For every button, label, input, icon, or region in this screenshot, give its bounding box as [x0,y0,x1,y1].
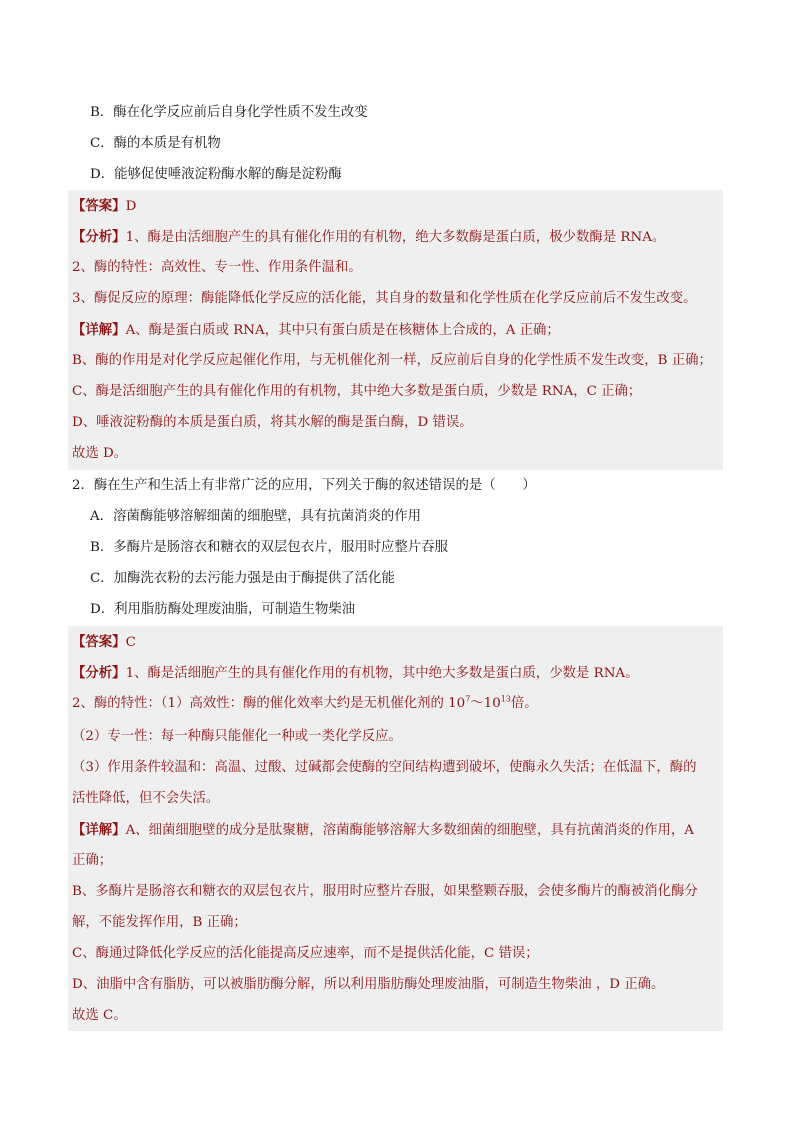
q2-detail-line-1: 【详解】A、细菌细胞壁的成分是肽聚糖，溶菌酶能够溶解大多数细菌的细胞壁，具有抗菌消炎的作用，A [72,822,694,838]
q1-answer [72,197,136,216]
q2-answer [72,633,136,652]
q1-analysis-line-1: 【分析】1、酶是由活细胞产生的具有催化作用的有机物，绝大多数酶是蛋白质，极少数酶是 RNA。 [72,229,666,245]
detail-tag: 【详解】 [72,822,126,838]
answer-tag: 【答案】 [72,198,126,214]
q2-option-c: C．加酶洗衣粉的去污能力强是由于酶提供了活化能 [90,571,395,586]
q2-analysis-line-4: （3）作用条件较温和：高温、过酸、过碱都会使酶的空间结构遭到破坏，使酶永久失活；在低温下，酶的 [72,760,697,775]
q2-analysis-line-2: 2、酶的特性：（1）高效性：酶的催化效率大约是无机催化剂的 $10^7\sim 10^{13}$倍。 [72,694,538,711]
q1-analysis-line-3: 3、酶促反应的原理：酶能降低化学反应的活化能，其自身的数量和化学性质在化学反应前后不发生改变。 [72,291,697,306]
q2-analysis-line-3: （2）专一性：每一种酶只能催化一种或一类化学反应。 [72,729,402,744]
q2-detail-line-4: 解，不能发挥作用，B 正确； [72,915,247,930]
q1-detail-line-3: C、酶是活细胞产生的具有催化作用的有机物，其中绝大多数是蛋白质，少数是 RNA，C 正确； [72,384,642,399]
answer-value: C [125,635,136,650]
detail-tag: 【详解】 [72,322,126,338]
q1-option-b: B．酶在化学反应前后自身化学性质不发生改变 [90,105,368,120]
q1-option-d: D．能够促使唾液淀粉酶水解的酶是淀粉酶 [90,167,342,182]
q2-analysis-line-5: 活性降低，但不会失活。 [72,791,220,806]
q2-option-d: D．利用脂肪酶处理废油脂，可制造生物柴油 [90,602,356,617]
q2-detail-line-5: C、酶通过降低化学反应的活化能提高反应速率，而不是提供活化能，C 错误； [72,946,539,961]
q2-analysis-line-1: 【分析】1、酶是活细胞产生的具有催化作用的有机物，其中绝大多数是蛋白质，少数是 RNA。 [72,665,639,681]
q1-detail-line-4: D、唾液淀粉酶的本质是蛋白质，将其水解的酶是蛋白酶，D 错误。 [72,415,473,430]
q1-option-c: C．酶的本质是有机物 [90,136,221,151]
q2-option-b: B．多酶片是肠溶衣和糖衣的双层包衣片，服用时应整片吞服 [90,540,448,555]
analysis-tag: 【分析】 [72,229,126,245]
q1-detail-line-1: 【详解】A、酶是蛋白质或 RNA，其中只有蛋白质是在核糖体上合成的，A 正确； [72,322,560,338]
answer-tag: 【答案】 [72,634,126,650]
q2-detail-line-7: 故选 C。 [72,1008,127,1023]
q2-detail-line-3: B、多酶片是肠溶衣和糖衣的双层包衣片，服用时应整片吞服，如果整颗吞服，会使多酶片的酶被消化酶分 [72,884,698,899]
q2-detail-line-2: 正确； [72,853,113,868]
q2-detail-line-6: D、油脂中含有脂肪，可以被脂肪酶分解，所以利用脂肪酶处理废油脂，可制造生物柴油 ，D 正确。 [72,977,665,992]
q2-option-a: A．溶菌酶能够溶解细菌的细胞壁，具有抗菌消炎的作用 [90,509,422,524]
q1-detail-line-5: 故选 D。 [72,446,128,461]
answer-value: D [125,199,137,214]
q2-stem: 2．酶在生产和生活上有非常广泛的应用，下列关于酶的叙述错误的是（ ） [72,478,536,493]
q1-analysis-line-2: 2、酶的特性：高效性、专一性、作用条件温和。 [72,260,362,275]
q1-detail-line-2: B、酶的作用是对化学反应起催化作用，与无机催化剂一样，反应前后自身的化学性质不发生改变，B 正确； [72,353,712,368]
analysis-tag: 【分析】 [72,665,126,681]
